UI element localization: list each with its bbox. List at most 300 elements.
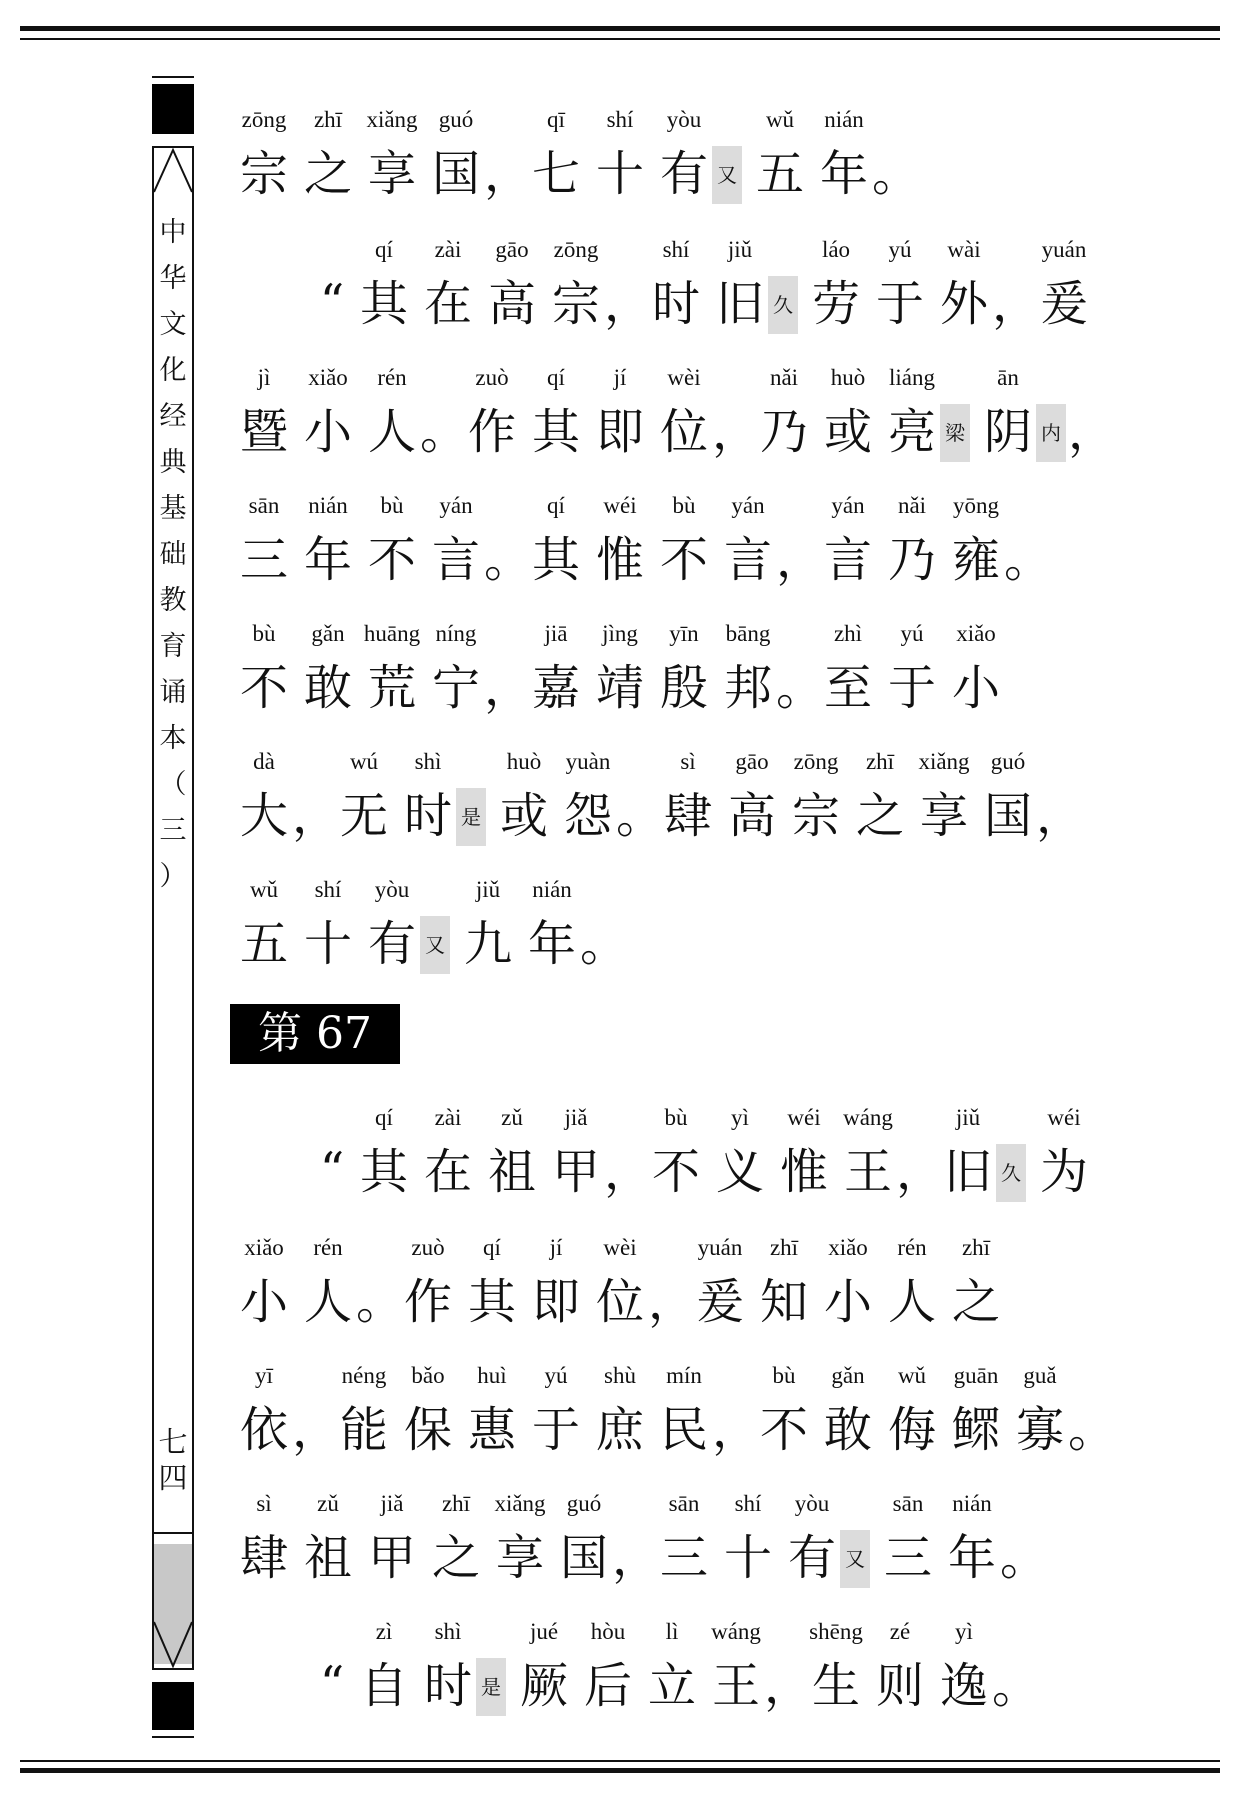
pinyin: guān — [953, 1363, 999, 1388]
pinyin: sān — [668, 1491, 700, 1516]
hanzi: 高 — [487, 276, 536, 332]
pinyin: yòu — [666, 107, 702, 132]
hanzi: 十 — [595, 146, 644, 202]
pinyin: xiǎo — [828, 1235, 868, 1260]
punctuation: ， — [1036, 788, 1085, 844]
punctuation: 。 — [776, 660, 825, 716]
character — [1032, 1104, 1096, 1224]
hanzi: 九 — [463, 916, 512, 972]
character — [544, 1104, 608, 1224]
hanzi: 甲 — [551, 1144, 600, 1200]
punctuation: ， — [484, 146, 533, 202]
pinyin: jí — [613, 365, 627, 390]
pinyin: shí — [662, 237, 690, 262]
hanzi: 寡 — [1015, 1402, 1064, 1458]
hanzi: 依 — [239, 1402, 288, 1458]
hanzi: 王 — [711, 1658, 760, 1714]
pinyin: zhī — [769, 1235, 799, 1260]
hanzi: 乃 — [887, 532, 936, 588]
hanzi: 小 — [239, 1274, 288, 1330]
pinyin: zuò — [475, 365, 509, 390]
pinyin: wéi — [603, 493, 637, 518]
pinyin: gǎn — [311, 621, 345, 646]
pinyin: guó — [990, 749, 1026, 774]
character — [932, 1618, 996, 1738]
pinyin: zǔ — [501, 1105, 523, 1130]
pinyin: zhī — [865, 749, 895, 774]
hanzi: 肆 — [239, 1530, 288, 1586]
pinyin: nǎi — [769, 365, 799, 390]
pinyin: yīn — [669, 621, 699, 646]
character — [708, 236, 772, 356]
hanzi: 享 — [495, 1530, 544, 1586]
hanzi: 无 — [339, 788, 388, 844]
hanzi: 有 — [367, 916, 416, 972]
top-rule-thin — [20, 38, 1220, 40]
pinyin: gāo — [495, 237, 529, 262]
hanzi: 保 — [403, 1402, 452, 1458]
hanzi: 之 — [951, 1274, 1000, 1330]
pinyin: wéi — [787, 1105, 821, 1130]
hanzi: 雍 — [951, 532, 1000, 588]
pinyin: néng — [341, 1363, 387, 1388]
pinyin: zhì — [833, 621, 863, 646]
pinyin: bǎo — [411, 1363, 445, 1388]
hanzi: 知 — [759, 1274, 808, 1330]
hanzi: 靖 — [595, 660, 644, 716]
hanzi: 后 — [583, 1658, 632, 1714]
character — [976, 748, 1040, 868]
bottom-rule-thick — [20, 1768, 1220, 1773]
punctuation: ， — [776, 532, 825, 588]
hanzi: 五 — [755, 146, 804, 202]
hanzi: 人 — [367, 404, 416, 460]
character — [836, 1104, 900, 1224]
character — [716, 492, 780, 612]
punctuation: 。 — [616, 788, 665, 844]
hanzi: 乃 — [759, 404, 808, 460]
variant-note: 是 — [476, 1658, 506, 1716]
pinyin: wáng — [711, 1619, 761, 1644]
pinyin: wǔ — [765, 107, 795, 132]
hanzi: 不 — [651, 1144, 700, 1200]
hanzi: 惠 — [467, 1402, 516, 1458]
punctuation: 。 — [872, 146, 921, 202]
top-rule-thick — [20, 26, 1220, 31]
hanzi: 或 — [499, 788, 548, 844]
pinyin: láo — [821, 237, 851, 262]
spine-bottom-block — [152, 1682, 194, 1730]
punctuation: ， — [992, 276, 1041, 332]
punctuation: ， — [896, 1144, 945, 1200]
variant-note: 又 — [420, 916, 450, 974]
pinyin: yú — [888, 237, 912, 262]
punctuation: ， — [292, 1402, 341, 1458]
hanzi: 人 — [303, 1274, 352, 1330]
pinyin: yú — [544, 1363, 568, 1388]
character — [544, 236, 608, 356]
variant-note: 又 — [712, 146, 742, 204]
hanzi: 宗 — [551, 276, 600, 332]
character — [416, 1618, 480, 1738]
hanzi: 小 — [823, 1274, 872, 1330]
hanzi: 怨 — [563, 788, 612, 844]
pinyin: zuò — [411, 1235, 445, 1260]
pinyin: lì — [665, 1619, 679, 1644]
pinyin: mín — [666, 1363, 702, 1388]
pinyin: shì — [434, 1619, 462, 1644]
punctuation: ， — [292, 788, 341, 844]
variant-note: 久 — [768, 276, 798, 334]
hanzi: 人 — [887, 1274, 936, 1330]
hanzi: 十 — [303, 916, 352, 972]
hanzi: 享 — [919, 788, 968, 844]
pinyin: zōng — [793, 749, 839, 774]
punctuation: 。 — [580, 916, 629, 972]
character — [520, 876, 584, 996]
pinyin: zài — [434, 237, 462, 262]
hanzi: 侮 — [887, 1402, 936, 1458]
pinyin: zài — [434, 1105, 462, 1130]
hanzi: 作 — [403, 1274, 452, 1330]
character — [936, 1104, 1000, 1224]
pinyin: rén — [313, 1235, 343, 1260]
hanzi: 其 — [531, 404, 580, 460]
pinyin: shí — [314, 877, 342, 902]
hanzi: 立 — [647, 1658, 696, 1714]
hanzi: 祖 — [487, 1144, 536, 1200]
hanzi: 不 — [367, 532, 416, 588]
pinyin: jiǎ — [564, 1105, 588, 1130]
pinyin: yōng — [953, 493, 999, 518]
hanzi: 三 — [239, 532, 288, 588]
spine-page-number: 七 四 — [158, 1425, 188, 1495]
hanzi: 邦 — [723, 660, 772, 716]
hanzi: 生 — [811, 1658, 860, 1714]
bottom-rule-thin — [20, 1760, 1220, 1762]
variant-note: 梁 — [940, 404, 970, 462]
hanzi: 国 — [559, 1530, 608, 1586]
pinyin: zì — [375, 1619, 393, 1644]
pinyin: yú — [900, 621, 924, 646]
hanzi: 年 — [303, 532, 352, 588]
hanzi: 于 — [531, 1402, 580, 1458]
pinyin: qí — [483, 1235, 501, 1260]
pinyin: jiǎ — [380, 1491, 404, 1516]
character — [716, 620, 780, 740]
character — [944, 492, 1008, 612]
hanzi: 言 — [823, 532, 872, 588]
pinyin: xiǎng — [366, 107, 418, 132]
hanzi: 逸 — [939, 1658, 988, 1714]
punctuation: ， — [604, 276, 653, 332]
pinyin: sì — [256, 1491, 272, 1516]
hanzi: 在 — [423, 1144, 472, 1200]
pinyin: ān — [997, 365, 1019, 390]
hanzi: 惟 — [595, 532, 644, 588]
punctuation: ， — [612, 1530, 661, 1586]
character — [976, 364, 1040, 484]
character — [1032, 236, 1096, 356]
pinyin: zhī — [961, 1235, 991, 1260]
variant-note: 是 — [456, 788, 486, 846]
pinyin: jì — [257, 365, 271, 390]
pinyin: xiǎng — [918, 749, 970, 774]
pinyin: jiǔ — [727, 237, 753, 262]
pinyin: wéi — [1047, 1105, 1081, 1130]
hanzi: 高 — [727, 788, 776, 844]
punctuation: 。 — [420, 404, 469, 460]
pinyin: huì — [477, 1363, 507, 1388]
character — [360, 876, 424, 996]
spine-bottom-tick — [152, 1736, 194, 1738]
hanzi: 三 — [659, 1530, 708, 1586]
hanzi: 爰 — [695, 1274, 744, 1330]
character — [296, 1234, 360, 1354]
hanzi: 敢 — [303, 660, 352, 716]
pinyin: zōng — [553, 237, 599, 262]
hanzi: 亮 — [887, 404, 936, 460]
punctuation: “ — [319, 1142, 345, 1198]
pinyin: bù — [664, 1105, 688, 1130]
hanzi: 自 — [359, 1658, 408, 1714]
hanzi: 能 — [339, 1402, 388, 1458]
punctuation: 。 — [356, 1274, 405, 1330]
pinyin: wài — [947, 237, 981, 262]
spine-divider — [152, 1532, 194, 1534]
hanzi: 于 — [887, 660, 936, 716]
pinyin: yán — [439, 493, 473, 518]
spine-top-tick — [152, 76, 194, 78]
pinyin: yī — [255, 1363, 273, 1388]
character — [1008, 1362, 1072, 1482]
character — [424, 106, 488, 226]
punctuation: 。 — [484, 532, 533, 588]
hanzi: 爰 — [1039, 276, 1088, 332]
hanzi: 厥 — [519, 1658, 568, 1714]
character — [424, 620, 488, 740]
pinyin: shēng — [809, 1619, 863, 1644]
hanzi: 或 — [823, 404, 872, 460]
hanzi: 惟 — [779, 1144, 828, 1200]
pinyin: guó — [566, 1491, 602, 1516]
pinyin: bù — [252, 621, 276, 646]
pinyin: nián — [532, 877, 572, 902]
pinyin: wǔ — [249, 877, 279, 902]
hanzi: 宗 — [239, 146, 288, 202]
punctuation: 。 — [992, 1658, 1041, 1714]
pinyin: shí — [734, 1491, 762, 1516]
hanzi: 小 — [951, 660, 1000, 716]
pinyin: liáng — [889, 365, 935, 390]
pinyin: yì — [955, 1619, 973, 1644]
hanzi: 阴 — [983, 404, 1032, 460]
pinyin: gāo — [735, 749, 769, 774]
character — [704, 1618, 768, 1738]
pinyin: nián — [308, 493, 348, 518]
pinyin: bù — [772, 1363, 796, 1388]
variant-note: 久 — [996, 1144, 1026, 1202]
character — [556, 748, 620, 868]
character — [232, 1362, 296, 1482]
pinyin: jìng — [602, 621, 638, 646]
pinyin: bù — [380, 493, 404, 518]
punctuation: ， — [712, 1402, 761, 1458]
pinyin: jiǔ — [955, 1105, 981, 1130]
pinyin: nǎi — [897, 493, 927, 518]
character — [780, 1490, 844, 1610]
pinyin: qī — [547, 107, 565, 132]
pinyin: zhī — [441, 1491, 471, 1516]
pinyin: zǔ — [317, 1491, 339, 1516]
hanzi: 殷 — [659, 660, 708, 716]
hanzi: 在 — [423, 276, 472, 332]
hanzi: 祖 — [303, 1530, 352, 1586]
pinyin: xiǎo — [244, 1235, 284, 1260]
pinyin: shù — [604, 1363, 636, 1388]
hanzi: 嘉 — [531, 660, 580, 716]
pinyin: qí — [375, 1105, 393, 1130]
lesson-label: 第 67 课 — [230, 1004, 400, 1064]
hanzi: 宗 — [791, 788, 840, 844]
pinyin: sān — [892, 1491, 924, 1516]
punctuation: ， — [648, 1274, 697, 1330]
punctuation: 。 — [1000, 1530, 1049, 1586]
pinyin: níng — [435, 621, 477, 646]
punctuation: ， — [1068, 404, 1117, 460]
punctuation: ， — [604, 1144, 653, 1200]
hanzi: 则 — [875, 1658, 924, 1714]
hanzi: 至 — [823, 660, 872, 716]
pinyin: xiǎo — [308, 365, 348, 390]
hanzi: 十 — [723, 1530, 772, 1586]
character — [652, 364, 716, 484]
character — [396, 748, 460, 868]
hanzi: 有 — [659, 146, 708, 202]
hanzi: 旧 — [943, 1144, 992, 1200]
character — [424, 492, 488, 612]
pinyin: sān — [248, 493, 280, 518]
hanzi: 为 — [1039, 1144, 1088, 1200]
punctuation: 。 — [1004, 532, 1053, 588]
pinyin: wèi — [667, 365, 701, 390]
punctuation: ， — [764, 1658, 813, 1714]
hanzi: 小 — [303, 404, 352, 460]
hanzi: 其 — [467, 1274, 516, 1330]
character — [880, 364, 944, 484]
character — [940, 1490, 1004, 1610]
variant-note: 内 — [1036, 404, 1066, 462]
pinyin: qí — [547, 365, 565, 390]
hanzi: 年 — [819, 146, 868, 202]
character — [932, 236, 996, 356]
hanzi: 鳏 — [951, 1402, 1000, 1458]
hanzi: 之 — [431, 1530, 480, 1586]
pinyin: jué — [529, 1619, 559, 1644]
punctuation: ， — [712, 404, 761, 460]
hanzi: 暨 — [239, 404, 288, 460]
pinyin: jí — [549, 1235, 563, 1260]
punctuation: “ — [319, 274, 345, 330]
pinyin: jiā — [544, 621, 568, 646]
pinyin: hòu — [590, 1619, 626, 1644]
pinyin: yán — [831, 493, 865, 518]
hanzi: 言 — [723, 532, 772, 588]
hanzi: 甲 — [367, 1530, 416, 1586]
pinyin: shí — [606, 107, 634, 132]
pinyin: huāng — [363, 621, 421, 646]
pinyin: yuán — [1041, 237, 1087, 262]
hanzi: 国 — [431, 146, 480, 202]
pinyin: xiǎo — [956, 621, 996, 646]
hanzi: 庶 — [595, 1402, 644, 1458]
hanzi: 三 — [883, 1530, 932, 1586]
hanzi: 即 — [531, 1274, 580, 1330]
hanzi: 国 — [983, 788, 1032, 844]
character — [232, 748, 296, 868]
hanzi: 旧 — [715, 276, 764, 332]
punctuation: 。 — [1068, 1402, 1117, 1458]
pinyin: wú — [349, 749, 379, 774]
hanzi: 即 — [595, 404, 644, 460]
character — [944, 620, 1008, 740]
hanzi: 劳 — [811, 276, 860, 332]
punctuation: “ — [319, 1656, 345, 1712]
hanzi: 肆 — [663, 788, 712, 844]
hanzi: 时 — [403, 788, 452, 844]
pinyin: xiǎng — [494, 1491, 546, 1516]
hanzi: 有 — [787, 1530, 836, 1586]
pinyin: yòu — [794, 1491, 830, 1516]
hanzi: 于 — [875, 276, 924, 332]
pinyin: rén — [897, 1235, 927, 1260]
pinyin: rén — [377, 365, 407, 390]
pinyin: yuàn — [565, 749, 611, 774]
hanzi: 享 — [367, 146, 416, 202]
character — [588, 1234, 652, 1354]
pinyin: yuán — [697, 1235, 743, 1260]
pinyin: wèi — [603, 1235, 637, 1260]
pinyin: nián — [824, 107, 864, 132]
hanzi: 七 — [531, 146, 580, 202]
hanzi: 言 — [431, 532, 480, 588]
pinyin: huò — [830, 365, 866, 390]
pinyin: dà — [253, 749, 275, 774]
hanzi: 其 — [359, 1144, 408, 1200]
hanzi: 年 — [527, 916, 576, 972]
punctuation: ， — [484, 660, 533, 716]
hanzi: 其 — [359, 276, 408, 332]
hanzi: 五 — [239, 916, 288, 972]
hanzi: 荒 — [367, 660, 416, 716]
pinyin: nián — [952, 1491, 992, 1516]
hanzi: 时 — [651, 276, 700, 332]
pinyin: wáng — [843, 1105, 893, 1130]
character — [360, 364, 424, 484]
pinyin: zōng — [241, 107, 287, 132]
hanzi: 不 — [759, 1402, 808, 1458]
pinyin: bāng — [725, 621, 771, 646]
character — [552, 1490, 616, 1610]
hanzi: 不 — [659, 532, 708, 588]
variant-note: 又 — [840, 1530, 870, 1588]
spine-bottom-chevron-icon — [152, 1620, 194, 1670]
pinyin: wǔ — [897, 1363, 927, 1388]
hanzi: 之 — [855, 788, 904, 844]
pinyin: huò — [506, 749, 542, 774]
hanzi: 宁 — [431, 660, 480, 716]
hanzi: 不 — [239, 660, 288, 716]
